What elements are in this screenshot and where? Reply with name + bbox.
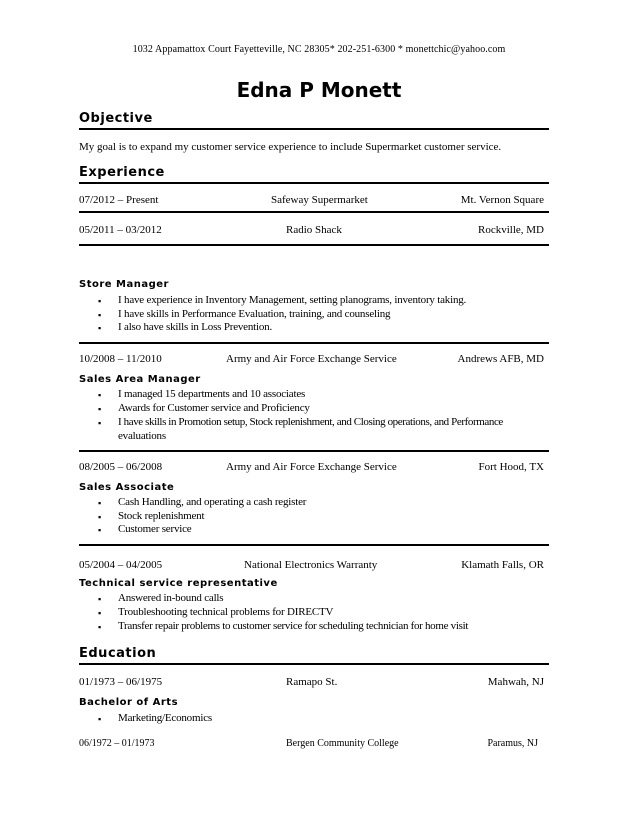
- bullet-icon: ▪: [98, 512, 102, 522]
- bullet-icon: ▪: [98, 622, 102, 632]
- job4-bullet-2: Troubleshooting technical problems for DIRECTV: [118, 606, 334, 618]
- bullet-icon: ▪: [98, 404, 102, 414]
- job2-location: Andrews AFB, MD: [457, 353, 544, 365]
- bullet-icon: ▪: [98, 714, 102, 724]
- exp-row1-dates: 07/2012 – Present: [79, 194, 159, 206]
- job2-role: Sales Area Manager: [79, 374, 201, 385]
- job3-rule: [79, 544, 549, 546]
- job1-role: Store Manager: [79, 279, 169, 290]
- job1-bullet-1: I have experience in Inventory Management, setting planograms, inventory taking.: [118, 294, 467, 306]
- bullet-icon: ▪: [98, 296, 102, 306]
- job3-location: Fort Hood, TX: [478, 461, 544, 473]
- bullet-icon: ▪: [98, 594, 102, 604]
- exp-row1-rule: [79, 211, 549, 213]
- exp-row2-dates: 05/2011 – 03/2012: [79, 224, 162, 236]
- edu-row1-school: Ramapo St.: [286, 676, 338, 688]
- candidate-name: Edna P Monett: [236, 78, 402, 102]
- job3-bullet-1: Cash Handling, and operating a cash register: [118, 496, 307, 508]
- edu-row2-school: Bergen Community College: [286, 738, 399, 749]
- objective-rule: [79, 128, 549, 130]
- job3-dates: 08/2005 – 06/2008: [79, 461, 163, 473]
- job4-bullet-3: Transfer repair problems to customer service for scheduling technician for home visit: [118, 620, 469, 632]
- job2-bullet-2: Awards for Customer service and Proficiency: [118, 402, 310, 414]
- exp-row1-company: Safeway Supermarket: [271, 194, 368, 206]
- experience-heading: Experience: [79, 165, 165, 180]
- education-heading: Education: [79, 646, 157, 661]
- bullet-icon: ▪: [98, 418, 102, 428]
- exp-row2-location: Rockville, MD: [478, 224, 544, 236]
- edu-degree: Bachelor of Arts: [79, 697, 179, 708]
- job3-bullet-3: Customer service: [118, 523, 192, 535]
- job2-company: Army and Air Force Exchange Service: [226, 353, 397, 365]
- edu-row2-dates: 06/1972 – 01/1973: [79, 738, 155, 749]
- job4-location: Klamath Falls, OR: [461, 559, 544, 571]
- bullet-icon: ▪: [98, 525, 102, 535]
- job4-bullet-1: Answered in-bound calls: [118, 592, 224, 604]
- experience-rule: [79, 182, 549, 184]
- job4-company: National Electronics Warranty: [244, 559, 378, 571]
- edu-row1-dates: 01/1973 – 06/1975: [79, 676, 163, 688]
- edu-bullet-1: Marketing/Economics: [118, 712, 212, 724]
- job3-bullet-2: Stock replenishment: [118, 510, 205, 522]
- exp-row2-rule: [79, 244, 549, 246]
- job4-role: Technical service representative: [79, 578, 278, 589]
- job3-role: Sales Associate: [79, 482, 175, 493]
- edu-row2-location: Paramus, NJ: [487, 738, 538, 749]
- objective-heading: Objective: [79, 111, 153, 126]
- exp-row1-location: Mt. Vernon Square: [460, 194, 544, 206]
- job1-bullet-3: I also have skills in Loss Prevention.: [118, 321, 273, 333]
- bullet-icon: ▪: [98, 608, 102, 618]
- job2-bullet-3-cont: evaluations: [118, 430, 166, 442]
- education-rule: [79, 663, 549, 665]
- job2-bullet-1: I managed 15 departments and 10 associates: [118, 388, 306, 400]
- job2-bullet-3: I have skills in Promotion setup, Stock replenishment, and Closing operations, and Performance: [118, 416, 503, 428]
- job2-dates: 10/2008 – 11/2010: [79, 353, 162, 365]
- job4-dates: 05/2004 – 04/2005: [79, 559, 163, 571]
- exp-row2-company: Radio Shack: [286, 224, 342, 236]
- bullet-icon: ▪: [98, 323, 102, 333]
- bullet-icon: ▪: [98, 498, 102, 508]
- bullet-icon: ▪: [98, 390, 102, 400]
- edu-row1-location: Mahwah, NJ: [487, 676, 544, 688]
- contact-info: 1032 Appamattox Court Fayetteville, NC 28305* 202-251-6300 * monettchic@yahoo.com: [132, 44, 506, 55]
- bullet-icon: ▪: [98, 310, 102, 320]
- job2-rule: [79, 450, 549, 452]
- job1-bullet-2: I have skills in Performance Evaluation, training, and counseling: [118, 308, 391, 320]
- job3-company: Army and Air Force Exchange Service: [226, 461, 397, 473]
- objective-text: My goal is to expand my customer service experience to include Supermarket customer service.: [79, 141, 502, 153]
- job1-rule: [79, 342, 549, 344]
